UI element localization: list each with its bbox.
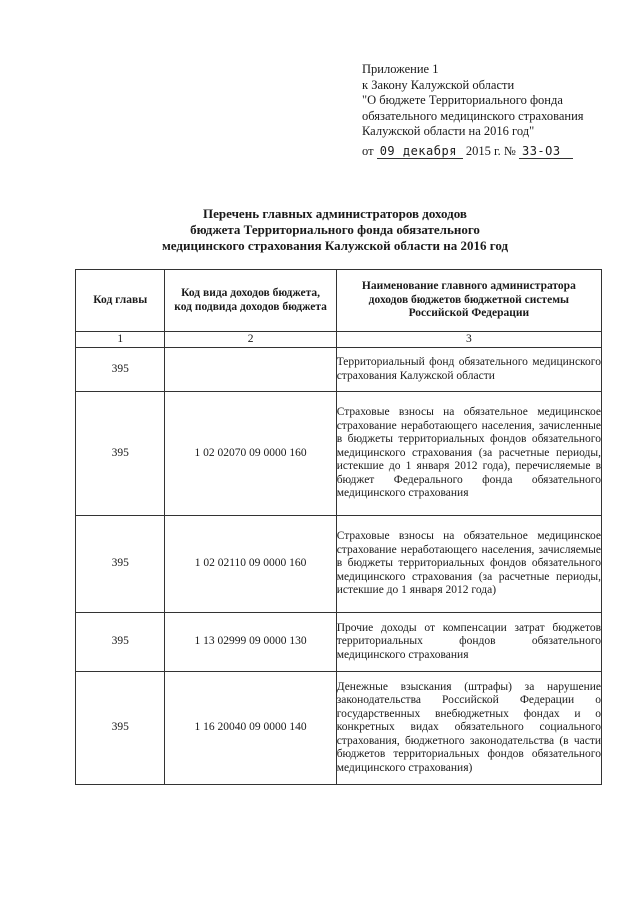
income-code-cell: 1 16 20040 09 0000 140 [165,672,336,785]
administrator-name-cell: Прочие доходы от компенсации затрат бюджетов территориальных фондов обязательного медицинского страхования [336,613,601,672]
chapter-code-cell: 395 [76,672,165,785]
table-row [76,348,602,392]
table-row [76,516,602,613]
column-number: 2 [165,332,336,348]
column-number: 3 [336,332,601,348]
income-code-cell: 1 02 02070 09 0000 160 [165,392,336,516]
title-line: бюджета Территориального фонда обязательного [190,222,480,237]
administrator-name-cell: Территориальный фонд обязательного медицинского страхования Калужской области [336,348,601,392]
date-value: 09 декабря [377,145,463,159]
title-line: Перечень главных администраторов доходов [203,206,467,221]
annex-header-line: Калужской области на 2016 год" [362,124,535,138]
column-number-row [76,332,602,348]
table-header-row [76,270,602,332]
header-cell-code: Код главы [76,270,165,332]
annex-header-line: Приложение 1 [362,62,439,76]
title-line: медицинского страхования Калужской области на 2016 год [161,238,509,253]
law-number: 33-ОЗ [519,145,573,159]
administrator-name-cell: Денежные взыскания (штрафы) за нарушение законодательства Российской Федерации о государственных внебюджетных фондах и о конкретных видах обязательного социального страхования, бюджетного законодательства (в части бюджетов территориальных фондов обязательного медицинского страхования) [336,672,601,785]
header-cell-income-code: Код вида доходов бюджета, код подвида доходов бюджета [165,270,336,332]
administrator-name-cell: Страховые взносы на обязательное медицинское страхование неработающего населения, зачисляемые в бюджеты территориальных фондов обязательного медицинского страхования (за расчетные периоды, истекшие до 1 января 2012 года) [336,516,601,613]
annex-header-line: к Закону Калужской области [362,77,515,92]
annex-header-line: обязательного медицинского страхования [362,108,584,123]
income-code-cell [165,348,336,392]
column-number: 1 [76,332,165,348]
chapter-code-cell: 395 [76,613,165,672]
income-code-cell: 1 13 02999 09 0000 130 [165,613,336,672]
annex-header-line: "О бюджете Территориального фонда [362,93,563,107]
table-row [76,392,602,516]
administrators-table [75,269,602,785]
law-date-line [362,144,573,159]
administrator-name-cell: Страховые взносы на обязательное медицинское страхование неработающего населения, зачисленные в бюджеты территориальных фондов обязательного медицинского страхования (за расчетные периоды, истекшие до 1 января 2012 года), перечисляемые в бюджет Федерального фонда обязательного медицинского страхования [336,392,601,516]
date-prefix: от [362,144,374,158]
document-title [100,206,570,254]
chapter-code-cell: 395 [76,392,165,516]
table-row [76,672,602,785]
chapter-code-cell: 395 [76,348,165,392]
table-row [76,613,602,672]
income-code-cell: 1 02 02110 09 0000 160 [165,516,336,613]
year-text: 2015 г. № [465,144,516,158]
chapter-code-cell: 395 [76,516,165,613]
annex-header [362,62,584,140]
header-cell-name: Наименование главного администратора доходов бюджетов бюджетной системы Российской Федерации [336,270,601,332]
